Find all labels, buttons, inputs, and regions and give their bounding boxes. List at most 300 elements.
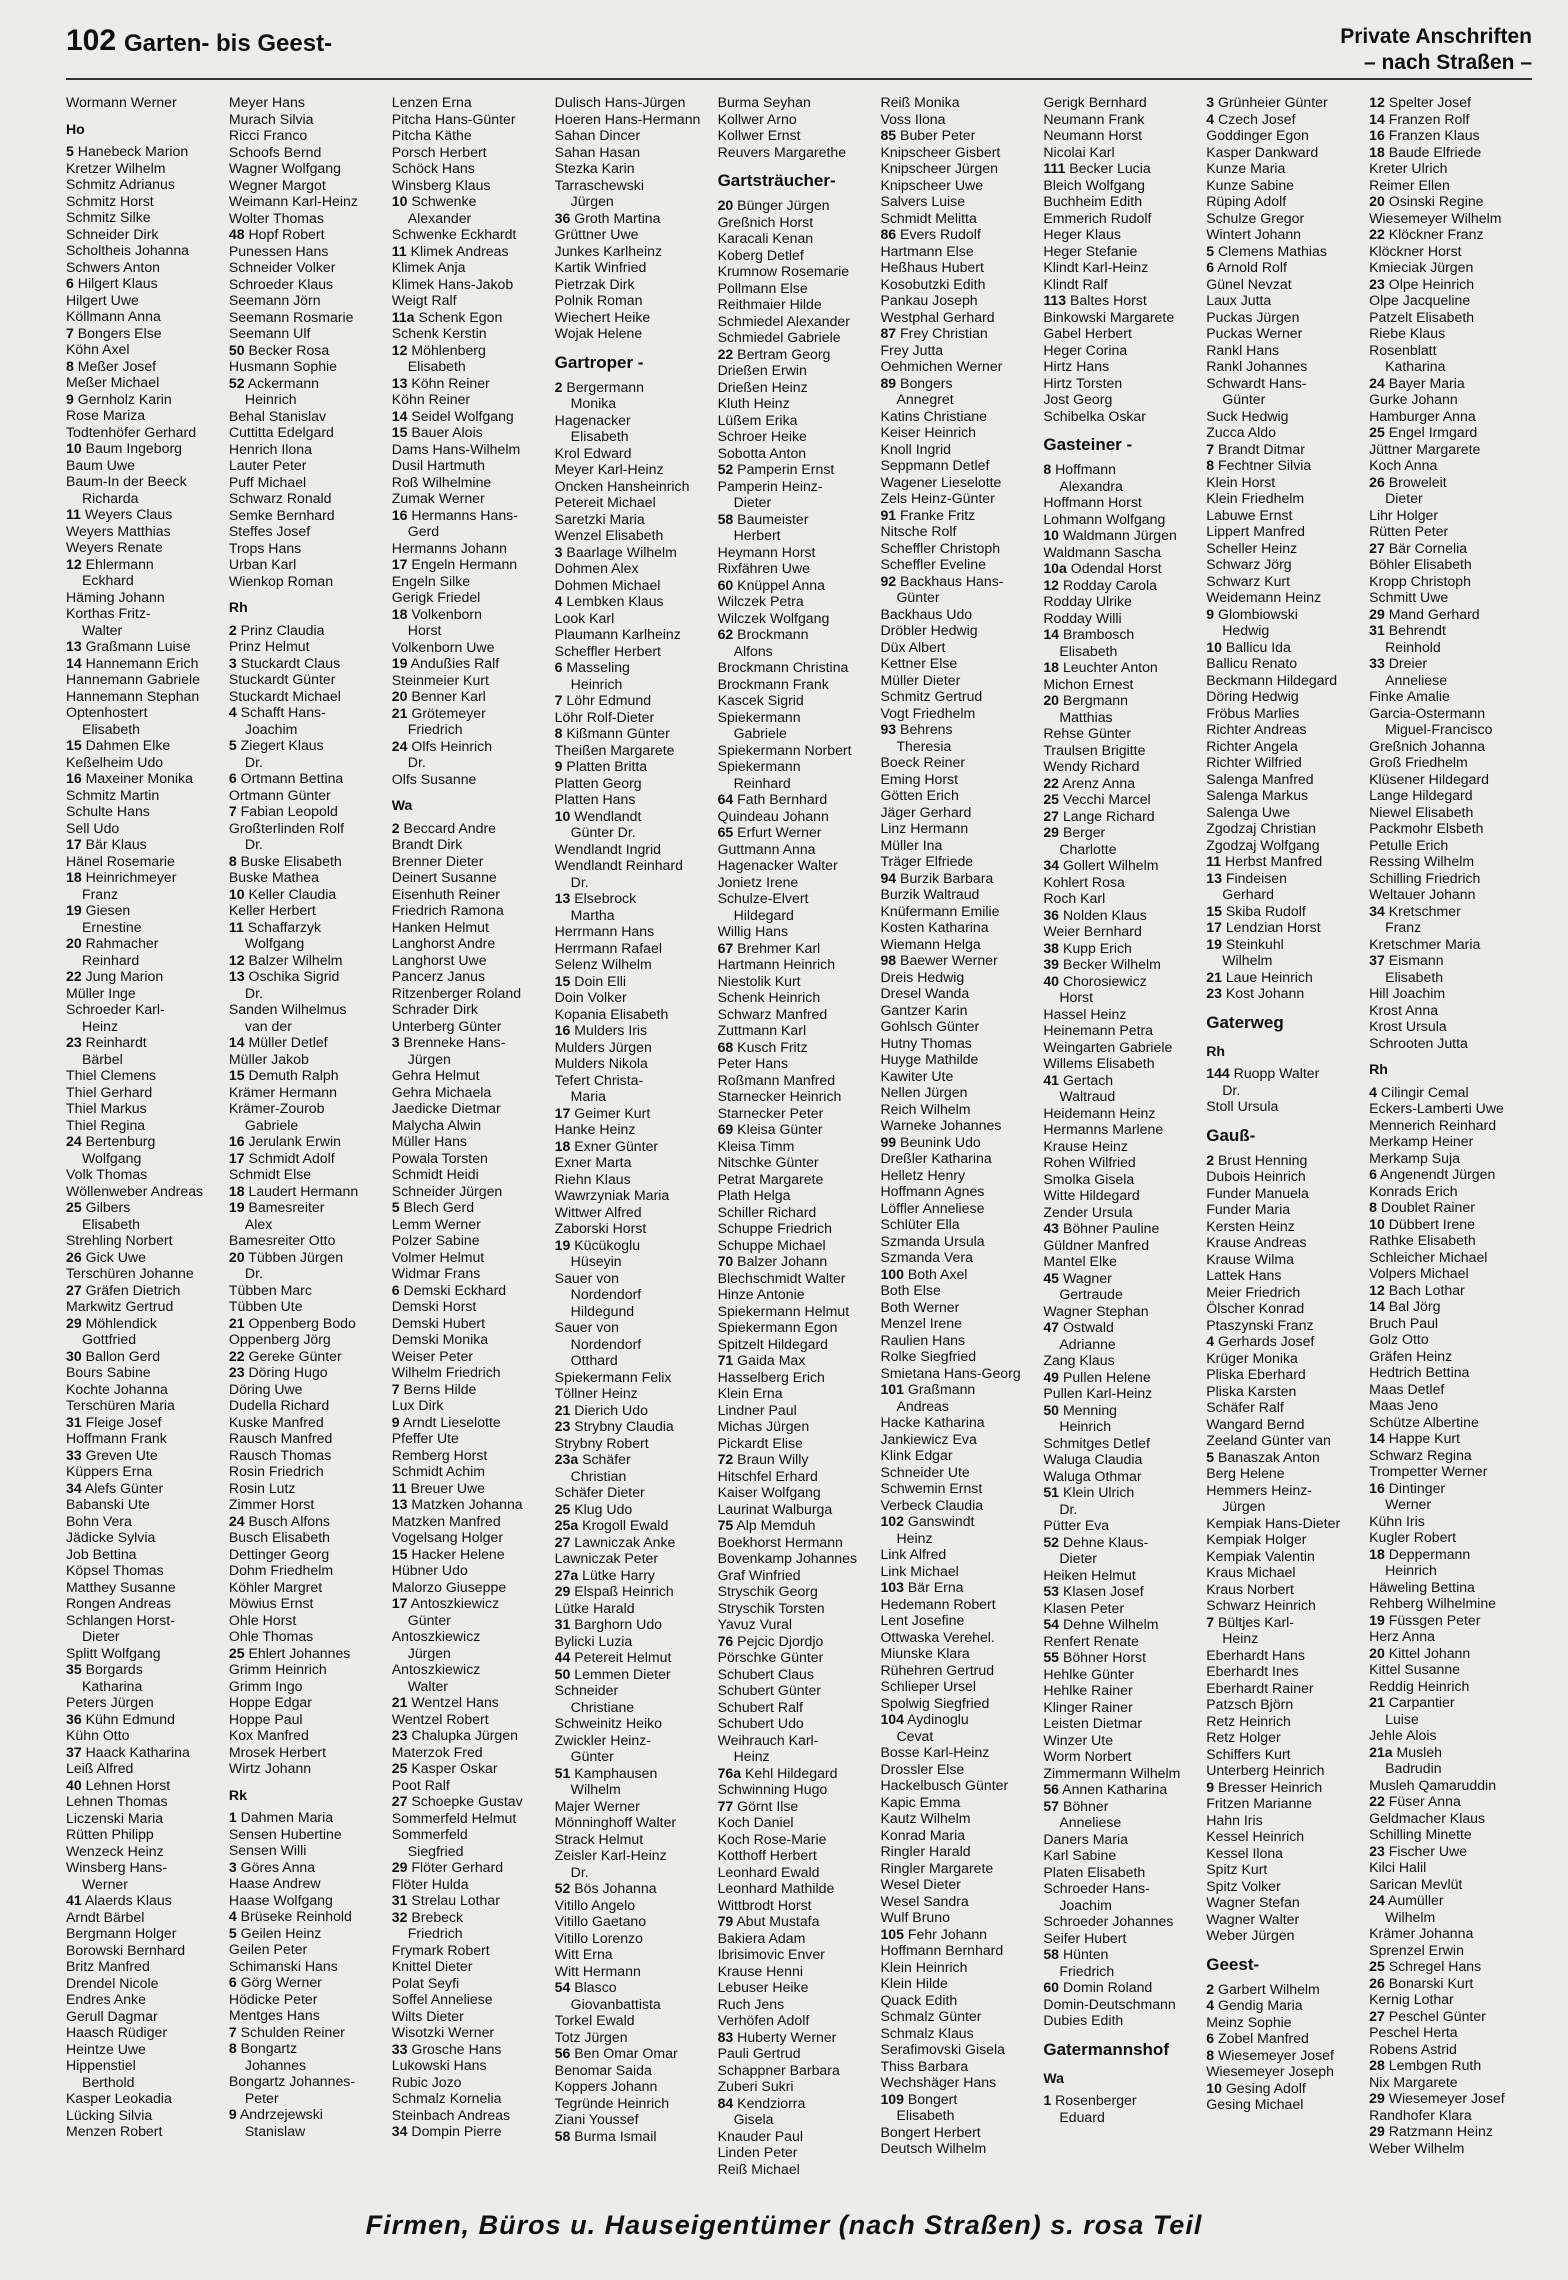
entry-continuation: Dieter (1059, 1550, 1097, 1566)
house-number: 40 (66, 1776, 82, 1793)
directory-entry: Klimek Anja (391, 259, 466, 275)
directory-entry: Dröbler Hedwig (880, 622, 978, 638)
directory-entry: 16 Maxeiner Monika (66, 770, 193, 786)
directory-entry: Schwemin Ernst (880, 1480, 983, 1496)
directory-entry: Schulze Gregor (1206, 209, 1305, 226)
entry-continuation: Hüseyin (570, 1253, 622, 1269)
house-number: 16 (228, 1133, 245, 1149)
directory-entry: Böhler Elisabeth (1369, 556, 1472, 572)
directory-entry: Petrat Margarete (717, 1170, 824, 1187)
directory-entry: Wilts Dieter (391, 2007, 464, 2024)
directory-entry: Deutsch Wilhelm (880, 2140, 987, 2156)
directory-entry: 25 Ehlert Johannes (228, 1644, 351, 1661)
house-number: 28 (1369, 2057, 1385, 2073)
directory-entry: 47 Ostwald (1043, 1319, 1114, 1335)
entry-continuation: Hedwig (1222, 622, 1270, 638)
directory-entry: Rehse Günter (1043, 725, 1132, 741)
entry-continuation: Jürgen (407, 1050, 451, 1067)
directory-entry: Herrmann Rafael (554, 939, 662, 956)
directory-entry: Witt Erna (554, 1946, 613, 1962)
house-number: 5 (1206, 1448, 1215, 1465)
directory-entry: Krost Ursula (1369, 1018, 1447, 1034)
house-number: 27 (1369, 2007, 1385, 2024)
directory-entry: Kugler Robert (1369, 1529, 1457, 1545)
directory-entry: Pfeffer Ute (391, 1430, 459, 1446)
directory-entry: Heidemann Heinz (1043, 1104, 1156, 1121)
directory-entry: Kox Manfred (228, 1727, 309, 1743)
street-heading: Gasteiner - (1043, 435, 1133, 454)
entry-continuation: Waltraud (1059, 1088, 1116, 1104)
directory-entry: Steffes Josef (228, 523, 311, 539)
directory-entry: 75 Alp Memduh (717, 1517, 816, 1533)
house-number: 8 (554, 725, 563, 741)
directory-entry: Markwitz Gertrud (66, 1298, 174, 1314)
directory-entry: Konrad Maria (880, 1826, 966, 1843)
house-number: 14 (1369, 1430, 1385, 1446)
house-number: 24 (66, 1133, 82, 1149)
district-heading: Rh (1206, 1042, 1226, 1059)
directory-entry: Wojak Helene (554, 325, 643, 341)
directory-entry: 27 Peschel Günter (1369, 2007, 1486, 2024)
house-number: 50 (1043, 1401, 1060, 1418)
directory-entry: Mrosek Herbert (228, 1743, 327, 1760)
directory-entry: Rathke Elisabeth (1369, 1232, 1476, 1248)
directory-entry: Schmiedel Alexander (717, 312, 850, 329)
house-number: 23 (66, 1034, 82, 1050)
entry-continuation: Elisabeth (1385, 968, 1444, 985)
directory-entry: Sarican Mevlüt (1369, 1875, 1463, 1892)
directory-entry: Schubert Udo (717, 1715, 804, 1731)
entry-continuation: Christiane (570, 1698, 635, 1715)
directory-entry: Wentzel Robert (391, 1710, 489, 1727)
directory-entry: 8 Doublet Rainer (1369, 1199, 1475, 1215)
house-number: 22 (1369, 1793, 1385, 1809)
directory-entry: Majer Werner (554, 1797, 640, 1814)
directory-entry: Kollwer Arno (717, 110, 797, 127)
entry-continuation: Heinz (82, 1017, 119, 1034)
footer-note: Firmen, Büros u. Hauseigentümer (nach Straßen) s. rosa Teil (365, 2210, 1203, 2240)
directory-entry: Köhn Axel (66, 341, 130, 357)
directory-entry: Splitt Wolfgang (66, 1644, 161, 1661)
entry-continuation: Jürgen (407, 1644, 451, 1661)
directory-entry: 53 Klasen Josef (1043, 1583, 1144, 1599)
directory-entry: Keiser Heinrich (880, 424, 977, 440)
house-number: 101 (880, 1381, 904, 1397)
house-number: 26 (1369, 473, 1385, 490)
directory-entry: Weigt Ralf (391, 292, 457, 308)
house-number: 16 (554, 1022, 571, 1038)
directory-entry: Schlangen Horst- (66, 1611, 175, 1628)
directory-entry: Stryschik Torsten (717, 1599, 825, 1616)
directory-entry: Rodday Ulrike (1043, 593, 1132, 609)
directory-entry: 109 Bongert (880, 2090, 958, 2107)
house-number: 64 (717, 791, 734, 807)
directory-entry: Kluth Heinz (717, 395, 790, 411)
directory-entry: Riehn Klaus (554, 1170, 631, 1187)
directory-entry: 20 Bünger Jürgen (717, 197, 830, 213)
directory-entry: Wagner Stephan (1043, 1302, 1149, 1319)
entry-continuation: Gertraude (1059, 1286, 1123, 1302)
directory-entry: 91 Franke Fritz (880, 506, 976, 523)
house-number: 52 (1043, 1533, 1060, 1550)
house-number: 24 (228, 1512, 245, 1529)
street-heading: Gaterweg (1206, 1012, 1284, 1032)
directory-entry: Krumnow Rosemarie (717, 263, 850, 279)
house-number: 11 (391, 1479, 407, 1496)
house-number: 9 (1206, 1778, 1215, 1795)
directory-entry: 104 Aydinoglu (880, 1711, 969, 1727)
directory-entry: Schubert Ralf (717, 1698, 803, 1715)
house-number: 14 (66, 654, 82, 671)
directory-entry: 13 Matzken Johanna (391, 1496, 523, 1512)
directory-entry: Endres Anke (66, 1991, 146, 2007)
directory-entry: Wiesemeyer Joseph (1206, 2063, 1334, 2079)
directory-entry: 8 Wiesemeyer Josef (1206, 2046, 1334, 2063)
directory-entry: 27 Schoepke Gustav (391, 1793, 523, 1809)
directory-entry: 14 Franzen Rolf (1369, 110, 1470, 127)
directory-entry: Thiss Barbara (880, 2057, 969, 2074)
directory-entry: 25 Engel Irmgard (1369, 424, 1478, 440)
house-number: 14 (391, 407, 408, 424)
directory-entry: Spiekermann Felix (554, 1368, 672, 1385)
directory-entry: Volk Thomas (66, 1166, 148, 1182)
house-number: 103 (880, 1579, 904, 1595)
house-number: 38 (1043, 939, 1060, 956)
house-number: 12 (1369, 1281, 1385, 1298)
directory-entry: Drießen Heinz (717, 378, 808, 395)
directory-entry: Krost Anna (1369, 1001, 1439, 1018)
directory-entry: Lenzen Erna (391, 94, 472, 110)
directory-entry: Kreter Ulrich (1369, 160, 1448, 176)
directory-entry: Schmidt Else (228, 1166, 312, 1182)
directory-entry: Zwickler Heinz- (554, 1731, 651, 1748)
directory-entry: Petereit Michael (554, 494, 656, 510)
house-number: 2 (1206, 1980, 1215, 1997)
house-number: 11 (1206, 853, 1222, 869)
directory-entry: Zgodzaj Christian (1206, 820, 1316, 836)
directory-entry: 58 Hünten (1043, 1946, 1109, 1962)
directory-entry: 27 Lawniczak Anke (554, 1533, 676, 1550)
house-number: 16 (1369, 1479, 1385, 1496)
directory-entry: 23 Olpe Heinrich (1369, 275, 1475, 292)
directory-entry: Sell Udo (66, 819, 120, 836)
directory-entry: Kropp Christoph (1369, 572, 1471, 589)
directory-entry: 1 Dahmen Maria (228, 1809, 334, 1825)
directory-entry: Ringler Margarete (880, 1859, 994, 1876)
house-number: 111 (1043, 160, 1066, 176)
entry-continuation: Dr. (1222, 1081, 1241, 1098)
entry-continuation: Gerhard (1222, 886, 1274, 902)
house-number: 5 (66, 143, 74, 159)
house-number: 22 (66, 968, 82, 984)
directory-entry: Goddinger Egon (1206, 127, 1309, 143)
directory-entry: 105 Fehr Johann (880, 1925, 988, 1942)
directory-entry: Link Alfred (880, 1546, 947, 1562)
directory-entry: 27a Lütke Harry (554, 1566, 655, 1583)
directory-entry: Haase Andrew (228, 1875, 321, 1891)
directory-entry: 12 Bach Lothar (1369, 1281, 1465, 1298)
directory-entry: Pitcha Hans-Günter (391, 110, 516, 127)
directory-entry: Graf Winfried (717, 1566, 801, 1583)
street-heading: Gartsträucher- (717, 171, 836, 190)
house-number: 10a (1043, 560, 1067, 576)
directory-entry: 25 Schregel Hans (1369, 1958, 1482, 1974)
house-number: 24 (391, 737, 408, 754)
house-number: 92 (880, 572, 897, 589)
directory-entry: 16 Dintinger (1369, 1479, 1446, 1496)
directory-entry: 35 Borgards (66, 1661, 143, 1677)
directory-entry: Rütten Peter (1369, 523, 1449, 539)
directory-entry: Wilczek Petra (717, 593, 804, 609)
directory-entry: Pliska Karsten (1206, 1382, 1297, 1399)
directory-entry: Volkenborn Uwe (391, 638, 495, 655)
directory-entry: Löhr Rolf-Dieter (554, 708, 655, 725)
directory-entry: 28 Lembgen Ruth (1369, 2057, 1482, 2073)
directory-entry: Schiffers Kurt (1206, 1745, 1291, 1762)
directory-entry: Hartmann Heinrich (717, 956, 836, 972)
directory-entry: 37 Eismann (1369, 952, 1444, 968)
house-number: 70 (717, 1253, 734, 1269)
directory-entry: Seifer Hubert (1043, 1929, 1127, 1946)
street-heading: Gatermannshof (1043, 2039, 1169, 2059)
directory-entry: Jäger Gerhard (880, 803, 972, 820)
house-number: 18 (554, 1137, 571, 1154)
directory-entry: 34 Dompin Pierre (391, 2123, 502, 2139)
house-number: 8 (228, 852, 237, 869)
house-number: 62 (717, 626, 734, 642)
directory-entry: Peters Jürgen (66, 1694, 154, 1710)
house-number: 23 (391, 1727, 408, 1743)
directory-entry: Serafimovski Gisela (880, 2041, 1005, 2057)
directory-entry: 23 Reinhardt (66, 1034, 147, 1050)
house-number: 10 (554, 807, 571, 824)
directory-entry: Schmidt Melitta (880, 209, 977, 226)
directory-entry: Wenzel Elisabeth (554, 527, 664, 543)
directory-entry: Torkel Ewald (554, 2012, 635, 2028)
entry-continuation: Giovanbattista (570, 1995, 661, 2012)
house-number: 9 (228, 2106, 237, 2122)
district-heading: Rh (1369, 1061, 1388, 1077)
directory-entry: Richter Andreas (1206, 721, 1307, 737)
directory-entry: Gerull Dagmar (66, 2007, 158, 2024)
directory-entry: 27 Lange Richard (1043, 807, 1155, 824)
directory-entry: Pancerz Janus (391, 968, 486, 984)
entry-continuation: Reinhard (733, 774, 791, 791)
directory-entry: Demski Horst (391, 1298, 477, 1314)
directory-entry: Hanken Helmut (391, 918, 489, 935)
house-number: 19 (228, 1199, 245, 1215)
house-number: 72 (717, 1451, 734, 1467)
directory-entry: Seemann Rosmarie (228, 308, 354, 325)
directory-entry: Spitz Kurt (1206, 1861, 1268, 1877)
directory-entry: Burzik Waltraud (880, 886, 980, 902)
directory-entry: Baum-In der Beeck (66, 473, 187, 489)
house-number: 18 (66, 869, 82, 885)
directory-entry: Polzer Sabine (391, 1232, 480, 1248)
directory-entry: 111 Becker Lucia (1043, 160, 1151, 176)
directory-entry: Strybny Robert (554, 1434, 649, 1451)
directory-entry: 18 Leuchter Anton (1043, 659, 1158, 675)
directory-entry: Neumann Horst (1043, 127, 1143, 143)
directory-entry: Schmitz Horst (66, 192, 154, 209)
directory-entry: 18 Deppermann (1369, 1545, 1471, 1562)
directory-entry: Ritzenberger Roland (391, 984, 522, 1001)
directory-entry: 32 Brebeck (391, 1908, 464, 1925)
directory-entry: 57 Böhner (1043, 1797, 1109, 1814)
directory-entry: Bohn Vera (66, 1512, 132, 1529)
entry-continuation: Badrudin (1385, 1760, 1442, 1776)
directory-entry: 4 Schafft Hans- (228, 704, 326, 720)
house-number: 10 (1206, 2079, 1222, 2096)
directory-entry: Sommerfeld Helmut (391, 1809, 517, 1826)
house-number: 12 (1369, 94, 1385, 110)
house-number: 16 (1369, 127, 1385, 143)
house-number: 43 (1043, 1220, 1060, 1236)
directory-entry: Hoffmann Horst (1043, 494, 1142, 510)
directory-entry: Powala Torsten (391, 1149, 488, 1166)
directory-entry: Krämer-Zourob (228, 1100, 325, 1116)
directory-entry: Plaumann Karlheinz (554, 626, 681, 642)
house-number: 29 (1043, 824, 1060, 840)
directory-entry: Spolwig Siegfried (880, 1694, 990, 1711)
house-number: 4 (228, 704, 237, 720)
house-number: 8 (1369, 1199, 1377, 1215)
directory-entry: Dubies Edith (1043, 2012, 1124, 2028)
house-number: 7 (66, 324, 74, 341)
directory-entry: Rubic Jozo (391, 2073, 462, 2090)
directory-entry: 79 Abut Mustafa (717, 1913, 820, 1929)
directory-entry: Kawiter Ute (880, 1067, 954, 1084)
house-number: 19 (1369, 1611, 1385, 1628)
house-number: 17 (554, 1104, 571, 1121)
directory-entry: Beckmann Hildegard (1206, 671, 1338, 688)
directory-entry: Hannemann Stephan (66, 687, 200, 704)
directory-entry: Jädicke Sylvia (66, 1529, 156, 1545)
street-range: Garten- bis Geest- (124, 30, 333, 57)
entry-continuation: Anneliese (1385, 671, 1448, 688)
house-number: 12 (228, 951, 245, 968)
directory-entry: Schmitz Adrianus (66, 176, 175, 192)
directory-entry: 13 Graßmann Luise (66, 638, 191, 654)
entry-continuation: Heinz (1222, 1630, 1259, 1646)
directory-entry: 52 Dehne Klaus- (1043, 1533, 1149, 1550)
directory-entry: Grimm Ingo (228, 1677, 303, 1694)
directory-entry: 52 Ackermann (228, 374, 319, 391)
entry-continuation: Alexander (407, 209, 472, 226)
directory-entry: Kempiak Holger (1206, 1531, 1307, 1547)
directory-entry: 48 Hopf Robert (228, 226, 325, 242)
directory-entry: Schwers Anton (66, 258, 161, 275)
house-number: 13 (391, 374, 408, 391)
entry-continuation: Berthold (82, 2073, 135, 2090)
directory-entry: 98 Baewer Werner (880, 952, 998, 968)
house-number: 27 (1043, 807, 1060, 824)
house-number: 3 (391, 1034, 400, 1050)
directory-entry: Funder Maria (1206, 1201, 1291, 1217)
entry-continuation: Heinrich (244, 391, 297, 407)
directory-entry: Helletz Henry (880, 1166, 966, 1183)
house-number: 19 (554, 1236, 571, 1253)
directory-entry: Wiesemeyer Wilhelm (1369, 209, 1502, 226)
directory-entry: Zels Heinz-Günter (880, 490, 995, 506)
directory-entry: 19 Andußies Ralf (391, 655, 500, 671)
directory-entry: Müller Inge (66, 984, 136, 1001)
directory-entry: Drossler Else (880, 1760, 965, 1777)
directory-entry: Löffler Anneliese (880, 1199, 985, 1216)
directory-entry: 39 Becker Wilhelm (1043, 956, 1161, 972)
house-number: 9 (66, 390, 74, 407)
directory-entry: Smietana Hans-Georg (880, 1364, 1021, 1381)
house-number: 10 (1369, 1215, 1385, 1232)
directory-entry: Sensen Hubertine (228, 1825, 342, 1842)
directory-entry: Wintert Johann (1206, 226, 1302, 242)
directory-entry: 13 Köhn Reiner (391, 374, 490, 391)
entry-continuation: Miguel-Francisco (1385, 721, 1493, 737)
directory-entry: Heger Klaus (1043, 226, 1121, 242)
directory-entry: Thiel Clemens (66, 1067, 157, 1083)
house-number: 10 (228, 885, 245, 902)
directory-entry: 11 Weyers Claus (66, 506, 173, 522)
house-number: 52 (554, 1880, 571, 1896)
directory-entry: Weingarten Gabriele (1043, 1038, 1173, 1055)
entry-continuation: Siegfried (407, 1842, 464, 1859)
directory-entry: 99 Beunink Udo (880, 1133, 981, 1150)
directory-entry: Bylicki Luzia (554, 1632, 633, 1649)
directory-entry: Gohlsch Günter (880, 1018, 980, 1034)
directory-entry: Puckas Werner (1206, 325, 1303, 341)
directory-entry: Nitsche Rolf (880, 523, 957, 539)
directory-entry: Both Else (880, 1282, 941, 1298)
directory-entry: Dudella Richard (228, 1397, 330, 1413)
directory-entry: Brandt Dirk (391, 836, 463, 852)
directory-entry: Selenz Wilhelm (554, 956, 652, 972)
directory-entry: 14 Happe Kurt (1369, 1430, 1461, 1446)
directory-entry: Kascek Sigrid (717, 692, 804, 708)
directory-entry: Lücking Silvia (66, 2106, 153, 2123)
directory-entry: Ottwaska Verehel. (880, 1628, 995, 1645)
directory-entry: 6 Masseling (554, 659, 630, 675)
directory-entry: Schneider Dirk (66, 225, 159, 242)
directory-entry: Peschel Herta (1369, 2024, 1458, 2040)
house-number: 15 (391, 424, 408, 440)
directory-entry: Klimek Hans-Jakob (391, 275, 514, 292)
directory-entry: Rausch Thomas (228, 1446, 332, 1463)
page-number: 102 (66, 24, 117, 57)
directory-entry: 5 Blech Gerd (391, 1199, 475, 1215)
directory-entry: Materzok Fred (391, 1743, 483, 1760)
directory-entry: Demski Monika (391, 1331, 489, 1347)
entry-continuation: Werner (82, 1875, 128, 1892)
house-number: 21a (1369, 1743, 1393, 1760)
directory-entry: Kühn Otto (66, 1727, 130, 1743)
directory-entry: Dohm Friedhelm (228, 1562, 334, 1578)
directory-entry: Raulien Hans (880, 1331, 966, 1348)
directory-entry: Tübben Ute (228, 1298, 303, 1314)
directory-entry: Klein Hilde (880, 1975, 948, 1991)
directory-entry: Rosin Lutz (228, 1479, 296, 1496)
house-number: 2 (554, 378, 563, 395)
entry-continuation: Elisabeth (896, 2107, 955, 2123)
directory-entry: 43 Böhner Pauline (1043, 1220, 1160, 1236)
house-number: 25 (1043, 791, 1060, 807)
directory-entry: 29 Berger (1043, 824, 1106, 840)
directory-entry: Schmalz Klaus (880, 2024, 974, 2041)
directory-entry: Schilling Friedrich (1369, 869, 1481, 886)
house-number: 76a (717, 1764, 742, 1781)
entry-continuation: Jürgen (570, 193, 614, 209)
directory-entry: Traulsen Brigitte (1043, 741, 1146, 758)
directory-entry: Sahan Hasan (554, 143, 641, 160)
